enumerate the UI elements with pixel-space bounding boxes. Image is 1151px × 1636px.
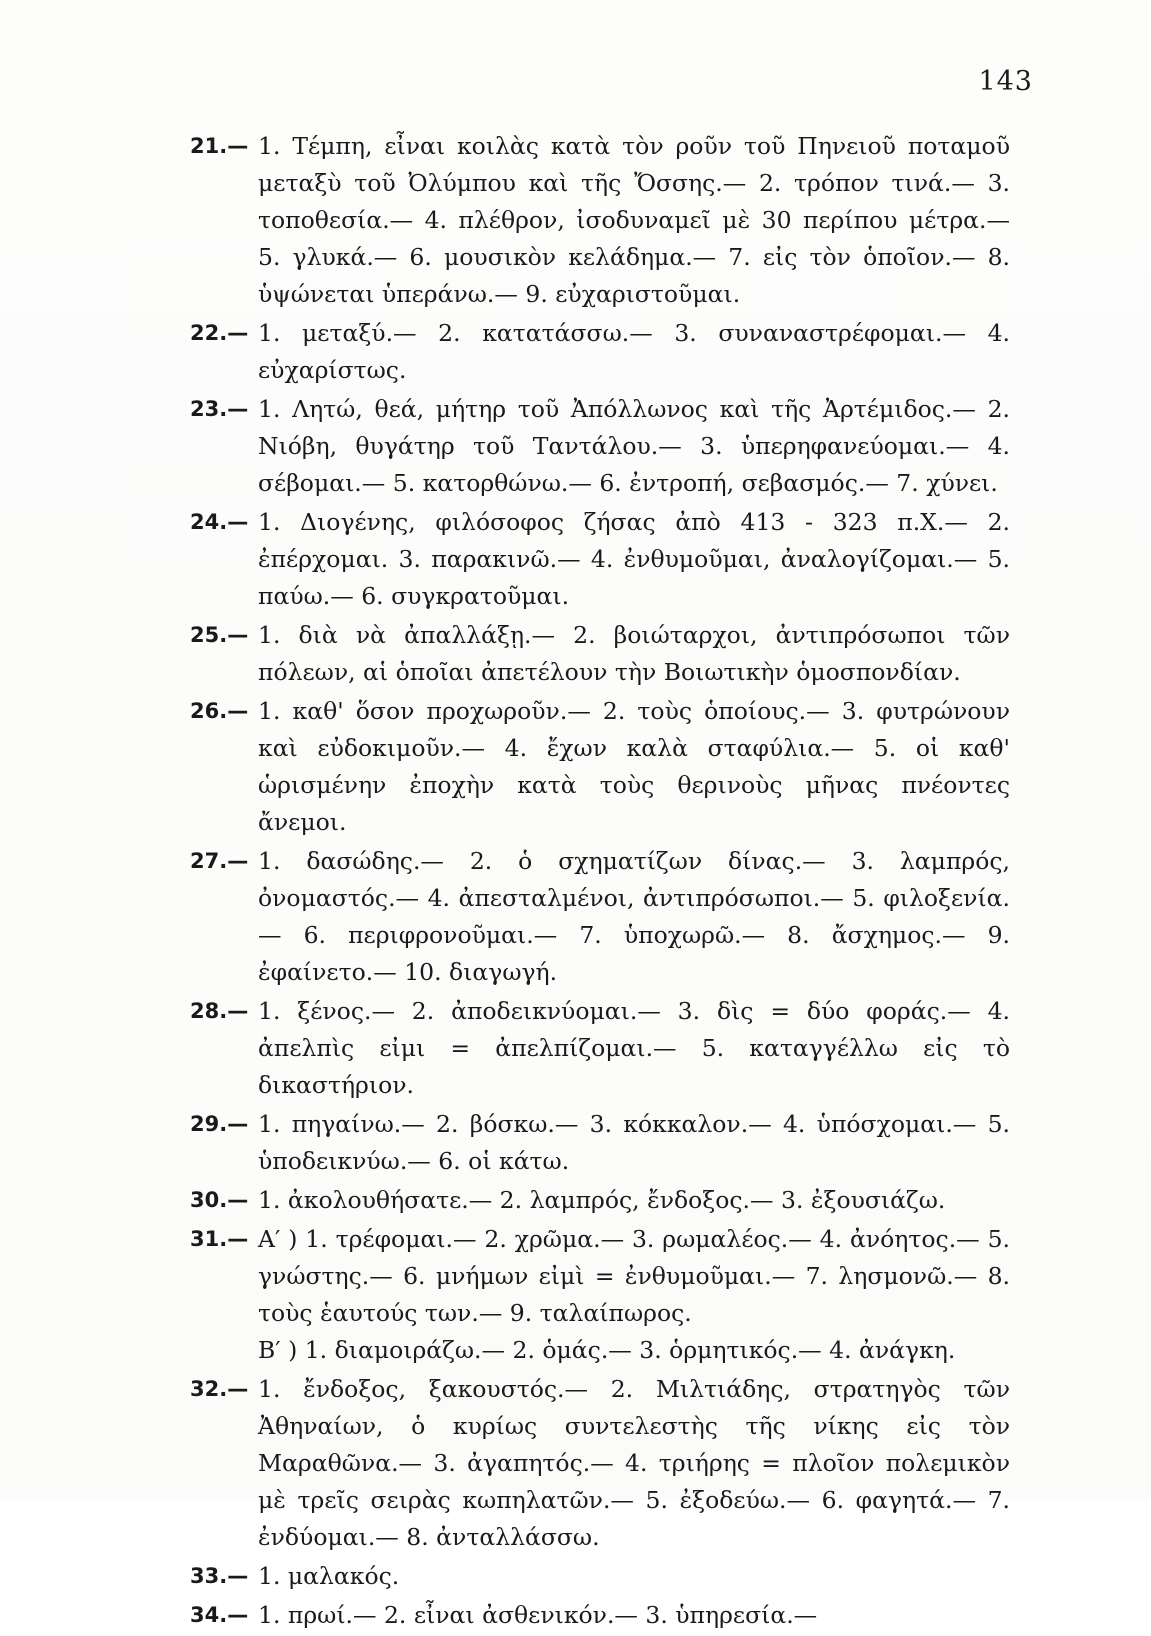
entry-text: 1. ξένος.— 2. ἀποδεικνύομαι.— 3. δὶς = δύο φοράς.— 4. ἀπελπὶς εἰμι = ἀπελπίζομαι.— 5. καταγγέλλω εἰς τὸ δικαστήριον. — [258, 997, 1010, 1099]
entry-number: 22.— — [190, 321, 249, 345]
glossary-entry-27 — [190, 843, 1010, 991]
glossary-entry-26 — [190, 693, 1010, 841]
entry-number: 30.— — [190, 1188, 249, 1212]
entry-number: 23.— — [190, 397, 249, 421]
entry-number: 26.— — [190, 699, 249, 723]
glossary-entry-21 — [190, 128, 1010, 313]
glossary-entry-29 — [190, 1106, 1010, 1180]
page-number: 143 — [978, 66, 1033, 97]
entry-text: 1. Λητώ, θεά, μήτηρ τοῦ Ἀπόλλωνος καὶ τῆς Ἀρτέμιδος.— 2. Νιόβη, θυγάτηρ τοῦ Ταντάλου.— 3. ὑπερηφανεύομαι.— 4. σέβομαι.— 5. κατορθώνω.— 6. ἐντροπή, σεβασμός.— 7. χύνει. — [258, 395, 1010, 497]
entry-number: 33.— — [190, 1564, 249, 1588]
entry-number: 25.— — [190, 623, 249, 647]
entry-text: 1. μεταξύ.— 2. κατατάσσω.— 3. συναναστρέφομαι.— 4. εὐχαρίστως. — [258, 319, 1010, 384]
entry-text: 1. πηγαίνω.— 2. βόσκω.— 3. κόκκαλον.— 4. ὑπόσχομαι.— 5. ὑποδεικνύω.— 6. οἱ κάτω. — [258, 1110, 1010, 1175]
entry-text: 1. δασώδης.— 2. ὁ σχηματίζων δίνας.— 3. λαμπρός, ὀνομαστός.— 4. ἀπεσταλμένοι, ἀντιπρόσωποι.— 5. φιλοξενία.— 6. περιφρονοῦμαι.— 7. ὑποχωρῶ.— 8. ἄσχημος.— 9. ἐφαίνετο.— 10. διαγωγή. — [258, 847, 1010, 986]
entry-text: 1. ἔνδοξος, ξακουστός.— 2. Μιλτιάδης, στρατηγὸς τῶν Ἀθηναίων, ὁ κυρίως συντελεστὴς τῆς νίκης εἰς τὸν Μαραθῶνα.— 3. ἀγαπητός.— 4. τριήρης = πλοῖον πολεμικὸν μὲ τρεῖς σειρὰς κωπηλατῶν.— 5. ἐξοδεύω.— 6. φαγητά.— 7. ἐνδύομαι.— 8. ἀνταλλάσσω. — [258, 1375, 1010, 1551]
entry-text: 1. ἀκολουθήσατε.— 2. λαμπρός, ἔνδοξος.— 3. ἐξουσιάζω. — [258, 1186, 946, 1214]
entry-text: 1. μαλακός. — [258, 1562, 400, 1590]
entry-text: 1. καθ' ὅσον προχωροῦν.— 2. τοὺς ὁποίους.— 3. φυτρώνουν καὶ εὐδοκιμοῦν.— 4. ἔχων καλὰ σταφύλια.— 5. οἱ καθ' ὡρισμένην ἐποχὴν κατὰ τοὺς θερινοὺς μῆνας πνέοντες ἄνεμοι. — [258, 697, 1010, 836]
entry-text: 1. διὰ νὰ ἀπαλλάξῃ.— 2. βοιώταρχοι, ἀντιπρόσωποι τῶν πόλεων, αἱ ὁποῖαι ἀπετέλουν τὴν Βοιωτικὴν ὁμοσπονδίαν. — [258, 621, 1010, 686]
entry-text: Α′ ) 1. τρέφομαι.— 2. χρῶμα.— 3. ρωμαλέος.— 4. ἀνόητος.— 5. γνώστης.— 6. μνήμων εἰμὶ = ἐνθυμοῦμαι.— 7. λησμονῶ.— 8. τοὺς ἑαυτούς των.— 9. ταλαίπωρος. — [258, 1225, 1010, 1327]
entry-number: 34.— — [190, 1603, 249, 1627]
entry-number: 21.— — [190, 134, 249, 158]
glossary-entry-34 — [190, 1597, 1010, 1634]
glossary-entry-32 — [190, 1371, 1010, 1556]
entry-text: 1. πρωί.— 2. εἶναι ἀσθενικόν.— 3. ὑπηρεσία.— — [258, 1601, 818, 1629]
entry-number: 29.— — [190, 1112, 249, 1136]
glossary-entry-24 — [190, 504, 1010, 615]
glossary-entry-33 — [190, 1558, 1010, 1595]
glossary-entry-22 — [190, 315, 1010, 389]
entry-text: 1. Τέμπη, εἶναι κοιλὰς κατὰ τὸν ροῦν τοῦ Πηνειοῦ ποταμοῦ μεταξὺ τοῦ Ὀλύμπου καὶ τῆς Ὄσσης.— 2. τρόπον τινά.— 3. τοποθεσία.— 4. πλέθρον, ἰσοδυναμεῖ μὲ 30 περίπου μέτρα.— 5. γλυκά.— 6. μουσικὸν κελάδημα.— 7. εἰς τὸν ὁποῖον.— 8. ὑψώνεται ὑπεράνω.— 9. εὐχαριστοῦμαι. — [258, 132, 1010, 308]
entry-number: 24.— — [190, 510, 249, 534]
entry-text: 1. Διογένης, φιλόσοφος ζήσας ἀπὸ 413 - 323 π.Χ.— 2. ἐπέρχομαι. 3. παρακινῶ.— 4. ἐνθυμοῦμαι, ἀναλογίζομαι.— 5. παύω.— 6. συγκρατοῦμαι. — [258, 508, 1010, 610]
entry-number: 27.— — [190, 849, 249, 873]
glossary-list — [190, 128, 1010, 1636]
glossary-entry-23 — [190, 391, 1010, 502]
glossary-entry-28 — [190, 993, 1010, 1104]
entry-number: 28.— — [190, 999, 249, 1023]
entry-number: 32.— — [190, 1377, 249, 1401]
entry-subsection: Β′ ) 1. διαμοιράζω.— 2. ὁμάς.— 3. ὁρμητικός.— 4. ἀνάγκη. — [258, 1336, 956, 1364]
glossary-entry-31 — [190, 1221, 1010, 1369]
glossary-entry-30 — [190, 1182, 1010, 1219]
entry-number: 31.— — [190, 1227, 249, 1251]
glossary-entry-25 — [190, 617, 1010, 691]
